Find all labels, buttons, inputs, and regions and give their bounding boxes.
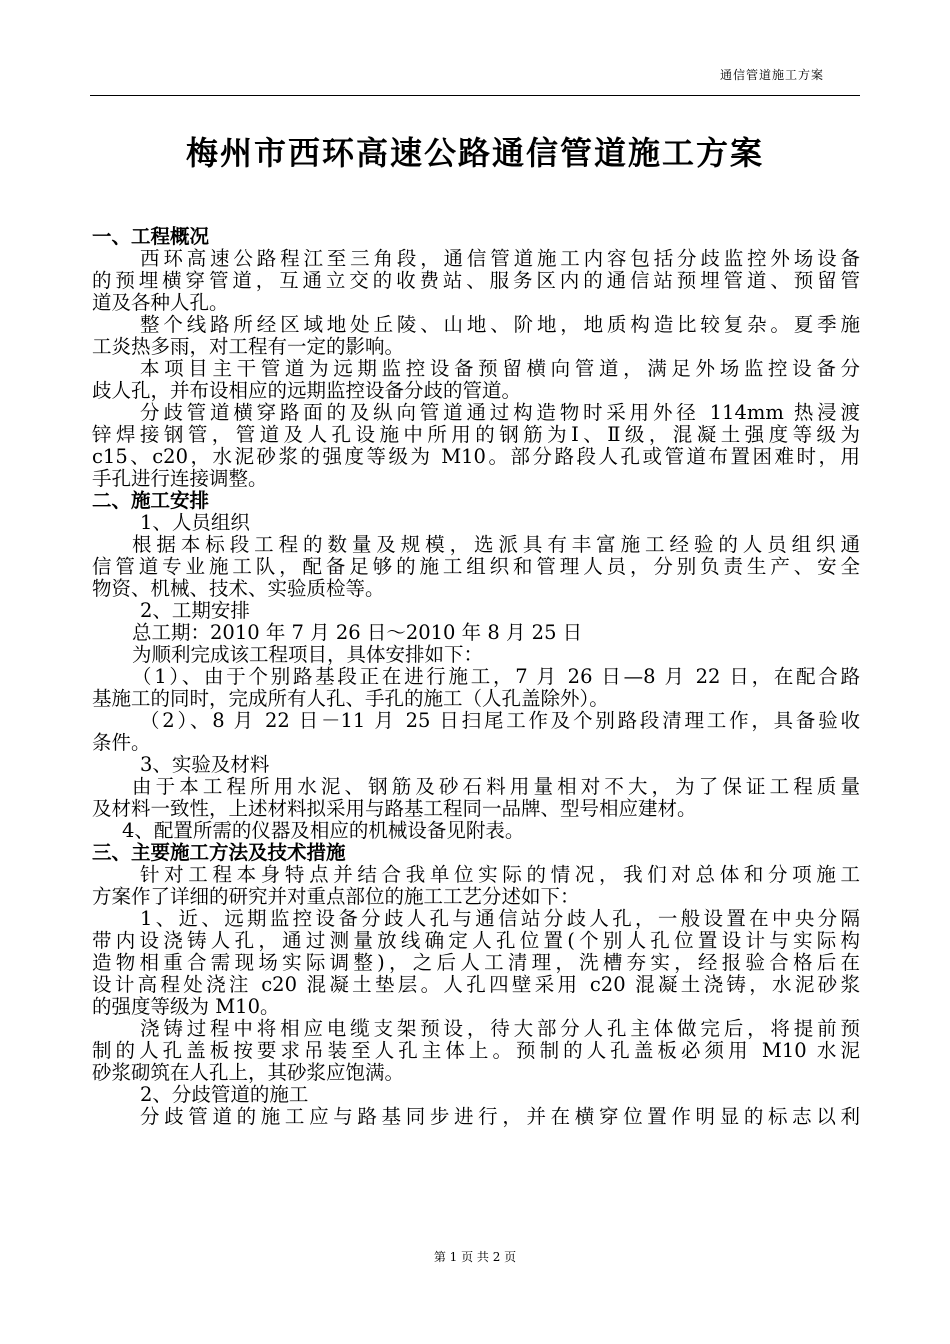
paragraph-line: 物资、机械、技术、实验质检等。	[92, 577, 385, 600]
paragraph-line: 整个线路所经区域地处丘陵、山地、阶地，地质构造比较复杂。夏季施	[140, 313, 860, 336]
paragraph-line: 4、配置所需的仪器及相应的机械设备见附表。	[122, 819, 525, 842]
paragraph-line: 制的人孔盖板按要求吊装至人孔主体上。预制的人孔盖板必须用 M10 水泥	[92, 1039, 860, 1062]
paragraph-line: 分歧管道横穿路面的及纵向管道通过构造物时采用外径 114mm 热浸渡	[140, 401, 860, 424]
document-body	[92, 226, 860, 1128]
paragraph-line: 本项目主干管道为远期监控设备预留横向管道，满足外场监控设备分	[140, 357, 860, 380]
paragraph-line: c15、c20，水泥砂浆的强度等级为 M10。部分路段人孔或管道布置困难时，用	[92, 445, 860, 468]
paragraph-line: 基施工的同时，完成所有人孔、手孔的施工（人孔盖除外）。	[92, 687, 609, 710]
page-footer: 第 1 页 共 2 页	[433, 1250, 517, 1264]
subheading: 2、工期安排	[140, 599, 250, 622]
paragraph-line: 1、近、远期监控设备分歧人孔与通信站分歧人孔，一般设置在中央分隔	[140, 907, 860, 930]
section-heading: 一、工程概况	[92, 225, 210, 248]
paragraph-line: 分歧管道的施工应与路基同步进行，并在横穿位置作明显的标志以利	[140, 1105, 860, 1128]
paragraph-line: 的强度等级为 M10。	[92, 995, 280, 1018]
paragraph-line: 总工期：2010 年 7 月 26 日～2010 年 8 月 25 日	[132, 621, 583, 644]
paragraph-line: 针对工程本身特点并结合我单位实际的情况，我们对总体和分项施工	[140, 863, 860, 886]
paragraph-line: 锌焊接钢管，管道及人孔设施中所用的钢筋为Ⅰ、Ⅱ级，混凝土强度等级为	[92, 423, 860, 446]
section-heading: 二、施工安排	[92, 489, 210, 512]
running-header: 通信管道施工方案	[719, 68, 824, 82]
paragraph-line: （2）、8 月 22 日－11 月 25 日扫尾工作及个别路段清理工作，具备验收	[140, 709, 860, 732]
document-title: 梅州市西环高速公路通信管道施工方案	[185, 134, 764, 172]
paragraph-line: 及材料一致性，上述材料拟采用与路基工程同一品牌、型号相应建材。	[92, 797, 697, 820]
paragraph-line: 的预埋横穿管道，互通立交的收费站、服务区内的通信站预埋管道、预留管	[92, 269, 860, 292]
section-heading: 三、主要施工方法及技术措施	[92, 841, 346, 864]
paragraph-line: 带内设浇铸人孔，通过测量放线确定人孔位置(个别人孔位置设计与实际构	[92, 929, 860, 952]
subheading: 1、人员组织	[140, 511, 250, 534]
paragraph-line: 条件。	[92, 731, 151, 754]
paragraph-line: 造物相重合需现场实际调整)，之后人工清理，洗槽夯实，经报验合格后在	[92, 951, 860, 974]
paragraph-line: 工炎热多雨，对工程有一定的影响。	[92, 335, 405, 358]
paragraph-line: 道及各种人孔。	[92, 291, 229, 314]
subheading: 3、实验及材料	[140, 753, 270, 776]
paragraph-line: 方案作了详细的研究并对重点部位的施工工艺分述如下：	[92, 885, 580, 908]
paragraph-line: 西环高速公路程江至三角段，通信管道施工内容包括分歧监控外场设备	[140, 247, 860, 270]
header-rule	[90, 95, 860, 96]
paragraph-line: 设计高程处浇注 c20 混凝土垫层。人孔四壁采用 c20 混凝土浇铸，水泥砂浆	[92, 973, 860, 996]
subheading: 2、分歧管道的施工	[140, 1083, 309, 1106]
paragraph-line: 歧人孔，并布设相应的远期监控设备分歧的管道。	[92, 379, 522, 402]
paragraph-line: 由于本工程所用水泥、钢筋及砂石料用量相对不大，为了保证工程质量	[132, 775, 860, 798]
paragraph-line: 信管道专业施工队，配备足够的施工组织和管理人员，分别负责生产、安全	[92, 555, 860, 578]
paragraph-line: 砂浆砌筑在人孔上，其砂浆应饱满。	[92, 1061, 405, 1084]
paragraph-line: 为顺利完成该工程项目，具体安排如下：	[132, 643, 484, 666]
paragraph-line: 浇铸过程中将相应电缆支架预设，待大部分人孔主体做完后，将提前预	[140, 1017, 860, 1040]
paragraph-line: 手孔进行连接调整。	[92, 467, 268, 490]
paragraph-line: 根据本标段工程的数量及规模，选派具有丰富施工经验的人员组织通	[132, 533, 860, 556]
paragraph-line: （1）、由于个别路基段正在进行施工，7 月 26 日—8 月 22 日，在配合路	[132, 665, 860, 688]
